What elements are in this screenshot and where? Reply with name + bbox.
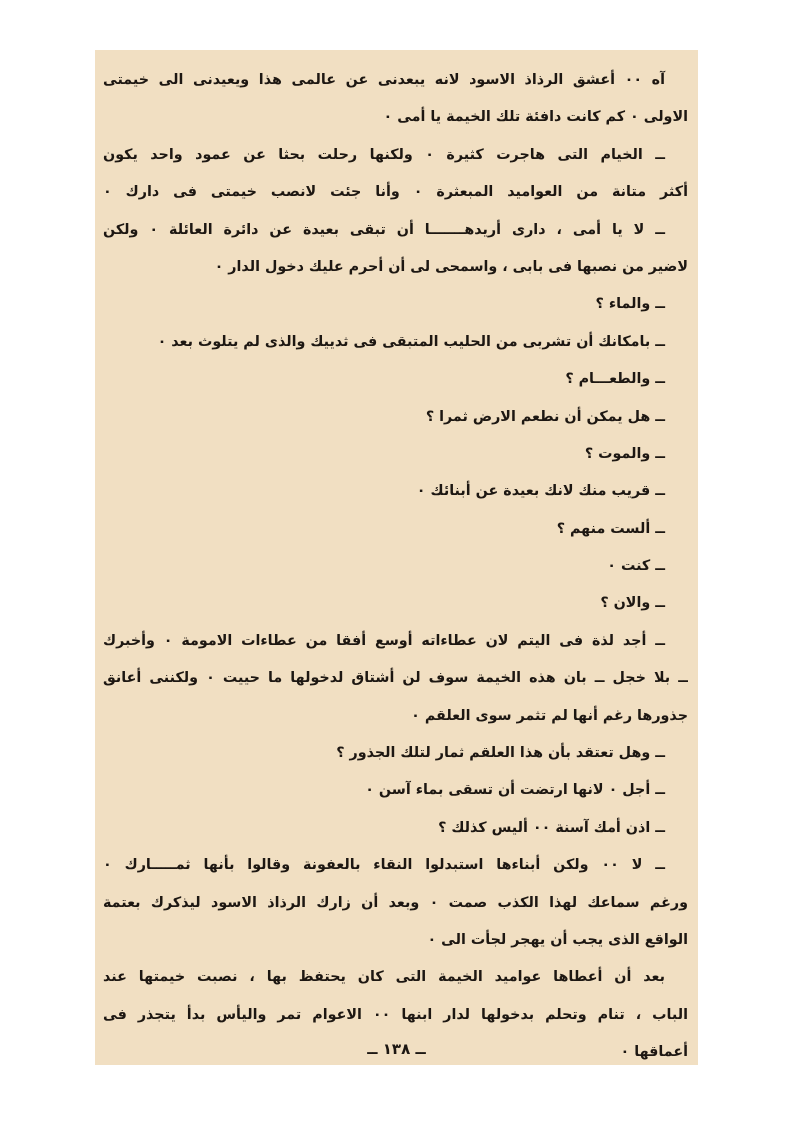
text-line: ــ لا ٠٠ ولكن أبناءها استبدلوا النقاء بالعفونة وقالوا بأنها ثمـــــارك ٠	[103, 857, 665, 874]
text-line: ــ أجل ٠ لانها ارتضت أن تسقى بماء آسن ٠	[365, 782, 665, 799]
text-line: ــ بلا خجل ــ بان هذه الخيمة سوف لن أشتاق لدخولها ما حييت ٠ ولكننى أعانق	[103, 670, 688, 687]
text-body	[103, 62, 688, 1072]
text-line: جذورها رغم أنها لم تثمر سوى العلقم ٠	[411, 707, 688, 724]
text-line: ــ الخيام التى هاجرت كثيرة ٠ ولكنها رحلت بحثا عن عمود واحد يكون	[103, 146, 665, 163]
text-line: ــ بامكانك أن تشربى من الحليب المتبقى فى ثدييك والذى لم يتلوث بعد ٠	[157, 333, 665, 350]
text-line: ــ والان ؟	[600, 595, 665, 612]
text-line: الواقع الذى يجب أن يهجر لجأت الى ٠	[427, 931, 688, 948]
text-line: ــ والموت ؟	[584, 445, 665, 462]
text-line: لاضير من نصبها فى بابى ، واسمحى لى أن أحرم عليك دخول الدار ٠	[214, 258, 688, 275]
text-line: الباب ، تنام وتحلم بدخولها لدار ابنها ٠٠ الاعوام تمر واليأس بدأ يتجذر فى	[103, 1006, 688, 1023]
text-line: ورغم سماعك لهذا الكذب صمت ٠ وبعد أن زارك الرذاذ الاسود ليذكرك بعتمة	[103, 894, 688, 911]
text-line: ــ والماء ؟	[595, 296, 665, 313]
page-number: ــ ١٣٨ ــ	[367, 1040, 426, 1058]
text-line: ــ اذن أمك آسنة ٠٠ أليس كذلك ؟	[438, 819, 665, 836]
text-line: ــ ألست منهم ؟	[556, 520, 665, 537]
text-line: ــ هل يمكن أن نطعم الارض ثمرا ؟	[425, 408, 665, 425]
text-line: ــ قريب منك لانك بعيدة عن أبنائك ٠	[416, 483, 665, 500]
text-line: ــ وهل تعتقد بأن هذا العلقم ثمار لتلك الجذور ؟	[336, 745, 665, 762]
text-line: الاولى ٠ كم كانت دافئة تلك الخيمة يا أمى ٠	[383, 109, 688, 126]
text-line: ــ أجد لذة فى اليتم لان عطاءاته أوسع أفقا من عطاءات الامومة ٠ وأخبرك	[103, 632, 665, 649]
text-line: آه ٠٠ أعشق الرذاذ الاسود لانه يبعدنى عن عالمى هذا ويعيدنى الى خيمتى	[103, 72, 665, 88]
text-line: بعد أن أعطاها عواميد الخيمة التى كان يحتفظ بها ، نصبت خيمتها عند	[103, 969, 665, 986]
text-line: أكثر متانة من العواميد المبعثرة ٠ وأنا جئت لانصب خيمتى فى دارك ٠	[103, 184, 688, 201]
text-line: أعماقها ٠	[620, 1044, 688, 1061]
text-line: ــ لا يا أمى ، دارى أريدهـــــــا أن تبقى بعيدة عن دائرة العائلة ٠ ولكن	[103, 221, 665, 238]
text-line: ــ والطعـــام ؟	[565, 371, 665, 388]
text-line: ــ كنت ٠	[607, 558, 665, 575]
